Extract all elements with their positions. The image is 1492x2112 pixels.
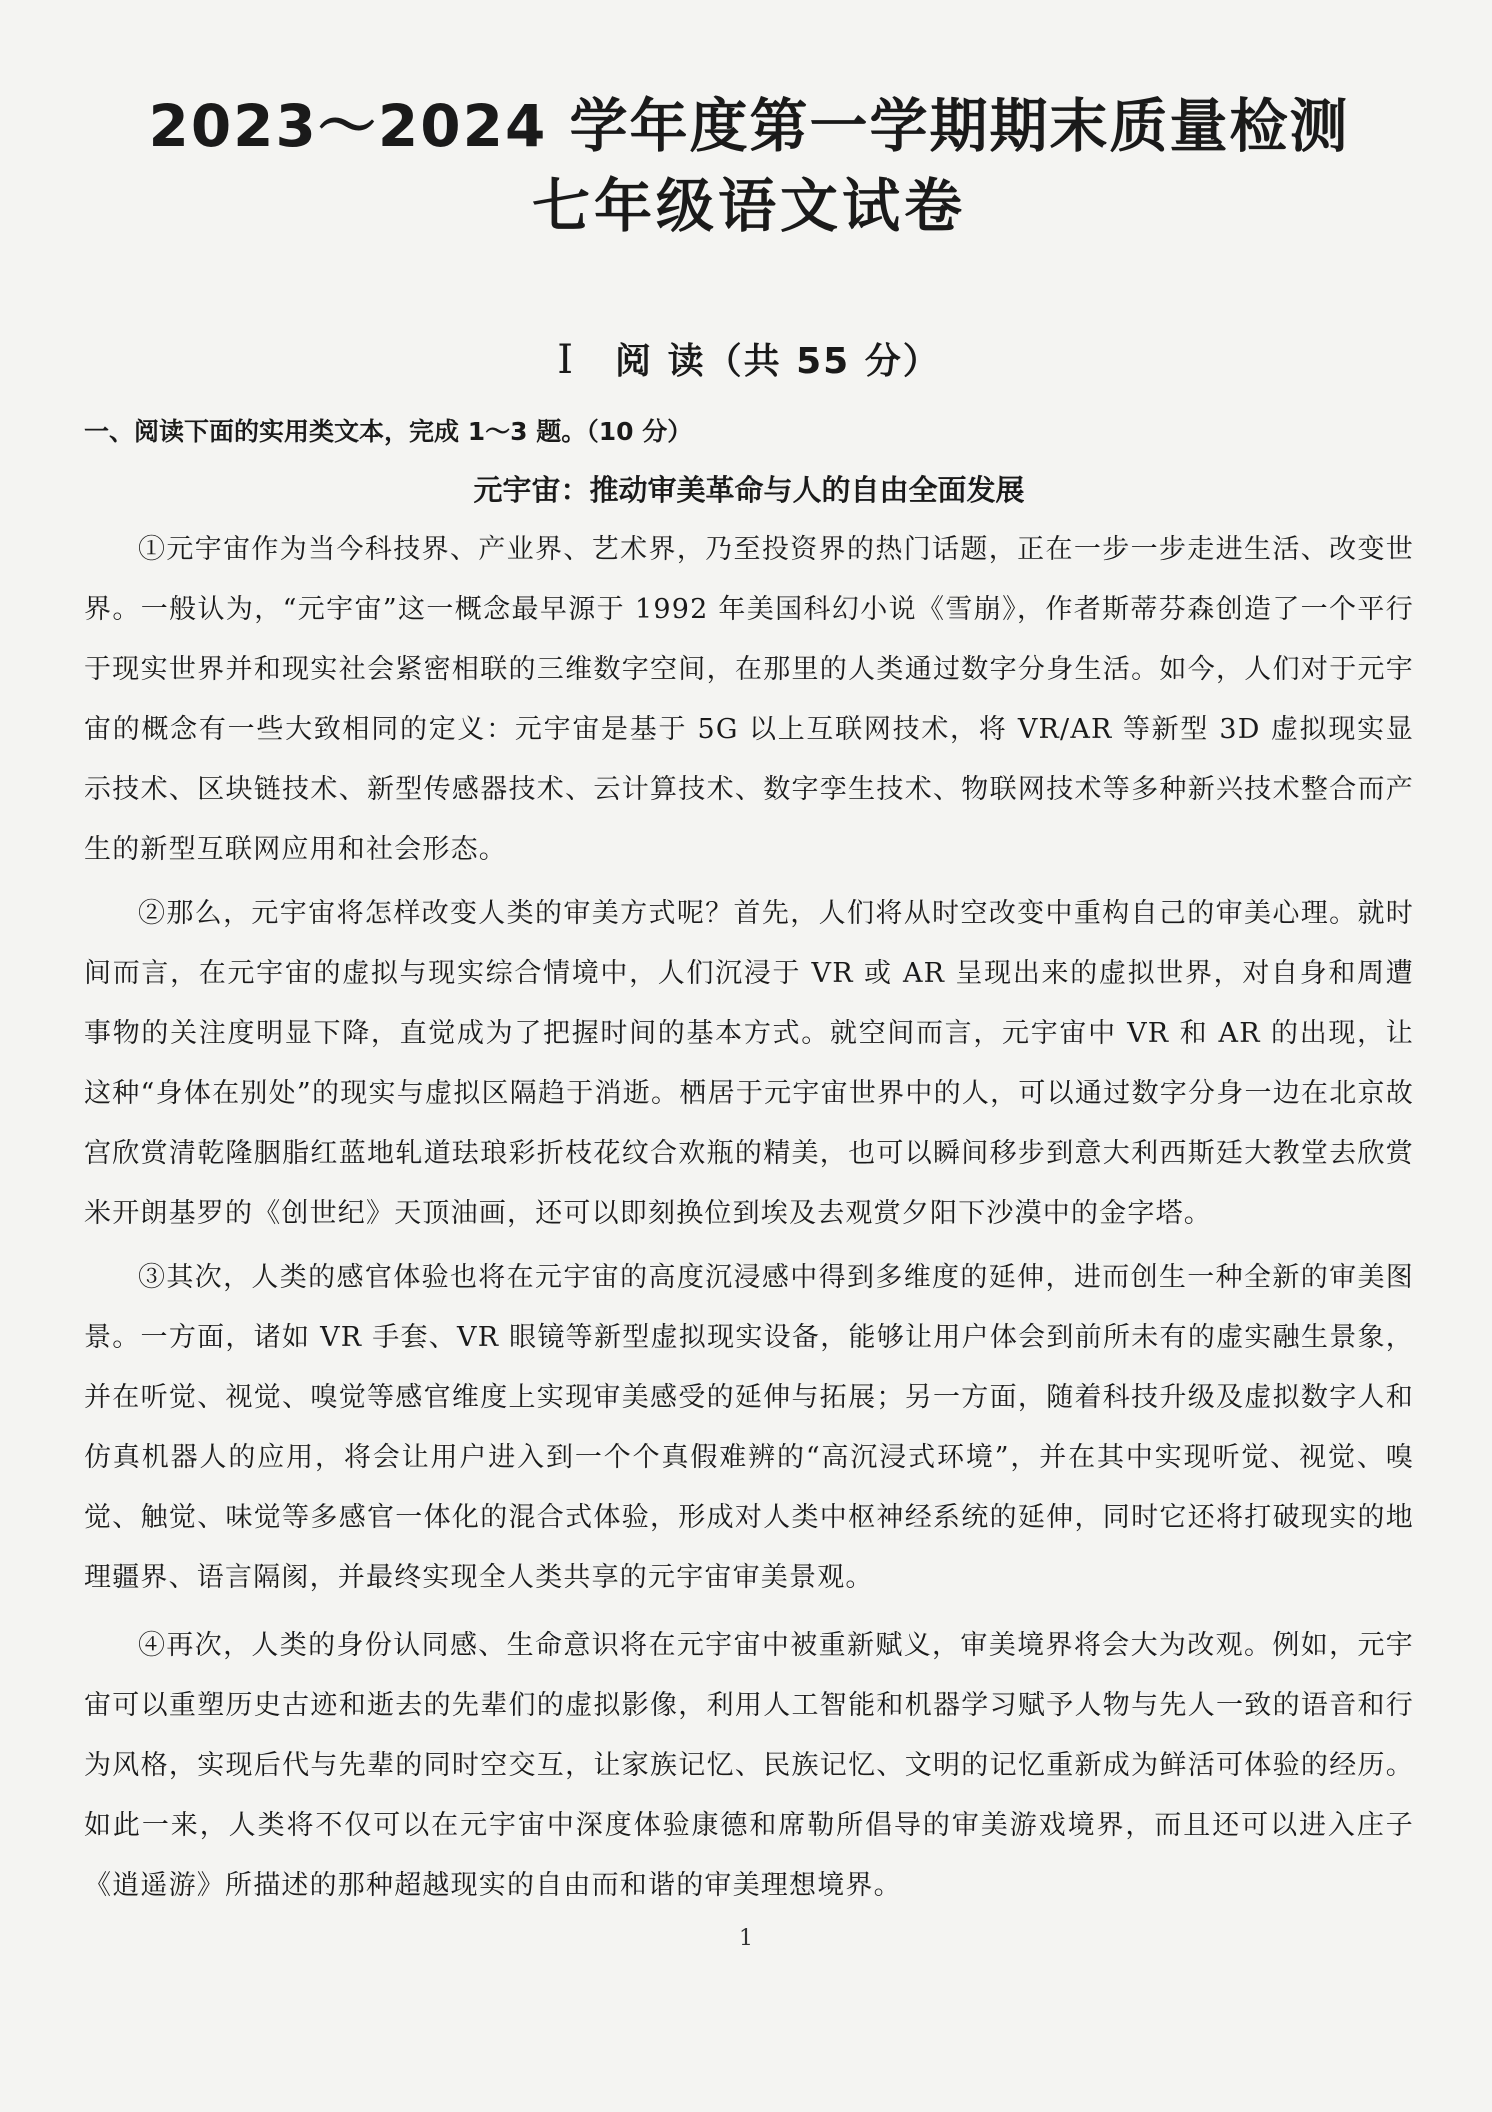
article-paragraph-4: ④再次，人类的身份认同感、生命意识将在元宇宙中被重新赋义，审美境界将会大为改观。例如，元宇宙可以重塑历史古迹和逝去的先辈们的虚拟影像，利用人工智能和机器学习赋予人物与先人一致的语音和行为风格，实现后代与先辈的同时空交互，让家族记忆、民族记忆、文明的记忆重新成为鲜活可体验的经历。如此一来，人类将不仅可以在元宇宙中深度体验康德和席勒所倡导的审美游戏境界，而且还可以进入庄子《逍遥游》所描述的那种超越现实的自由而和谐的审美理想境界。 (84, 1630, 1414, 1901)
article-paragraph-3: ③其次，人类的感官体验也将在元宇宙的高度沉浸感中得到多维度的延伸，进而创生一种全新的审美图景。一方面，诸如 VR 手套、VR 眼镜等新型虚拟现实设备，能够让用户体会到前所未有的虚实融生景象，并在听觉、视觉、嗅觉等感官维度上实现审美感受的延伸与拓展；另一方面，随着科技升级及虚拟数字人和仿真机器人的应用，将会让用户进入到一个个真假难辨的“高沉浸式环境”，并在其中实现听觉、视觉、嗅觉、触觉、味觉等多感官一体化的混合式体验，形成对人类中枢神经系统的延伸，同时它还将打破现实的地理疆界、语言隔阂，并最终实现全人类共享的元宇宙审美景观。 (84, 1262, 1414, 1593)
question-header: 一、阅读下面的实用类文本，完成 1～3 题。（10 分） (84, 417, 693, 446)
article-title: 元宇宙：推动审美革命与人的自由全面发展 (473, 473, 1025, 507)
section-roman-numeral: Ⅰ (557, 337, 576, 383)
section-label: 阅 读（共 55 分） (615, 341, 941, 382)
article-paragraph-1: ①元宇宙作为当今科技界、产业界、艺术界，乃至投资界的热门话题，正在一步一步走进生活、改变世界。一般认为，“元宇宙”这一概念最早源于 1992 年美国科幻小说《雪崩》，作者斯蒂芬森创造了一个平行于现实世界并和现实社会紧密相联的三维数字空间，在那里的人类通过数字分身生活。如今，人们对于元宇宙的概念有一些大致相同的定义：元宇宙是基于 5G 以上互联网技术，将 VR/AR 等新型 3D 虚拟现实显示技术、区块链技术、新型传感器技术、云计算技术、数字孪生技术、物联网技术等多种新兴技术整合而产生的新型互联网应用和社会形态。 (84, 534, 1414, 865)
exam-title: 2023～2024 学年度第一学期期末质量检测 (148, 92, 1350, 160)
page-number: 1 (739, 1926, 753, 1951)
article-paragraph-2: ②那么，元宇宙将怎样改变人类的审美方式呢？首先，人们将从时空改变中重构自己的审美心理。就时间而言，在元宇宙的虚拟与现实综合情境中，人们沉浸于 VR 或 AR 呈现出来的虚拟世界，对自身和周遭事物的关注度明显下降，直觉成为了把握时间的基本方式。就空间而言，元宇宙中 VR 和 AR 的出现，让这种“身体在别处”的现实与虚拟区隔趋于消逝。栖居于元宇宙世界中的人，可以通过数字分身一边在北京故宫欣赏清乾隆胭脂红蓝地轧道珐琅彩折枝花纹合欢瓶的精美，也可以瞬间移步到意大利西斯廷大教堂去欣赏米开朗基罗的《创世纪》天顶油画，还可以即刻换位到埃及去观赏夕阳下沙漠中的金字塔。 (84, 898, 1414, 1229)
exam-subtitle: 七年级语文试卷 (531, 172, 966, 240)
section-heading (84, 336, 1414, 386)
